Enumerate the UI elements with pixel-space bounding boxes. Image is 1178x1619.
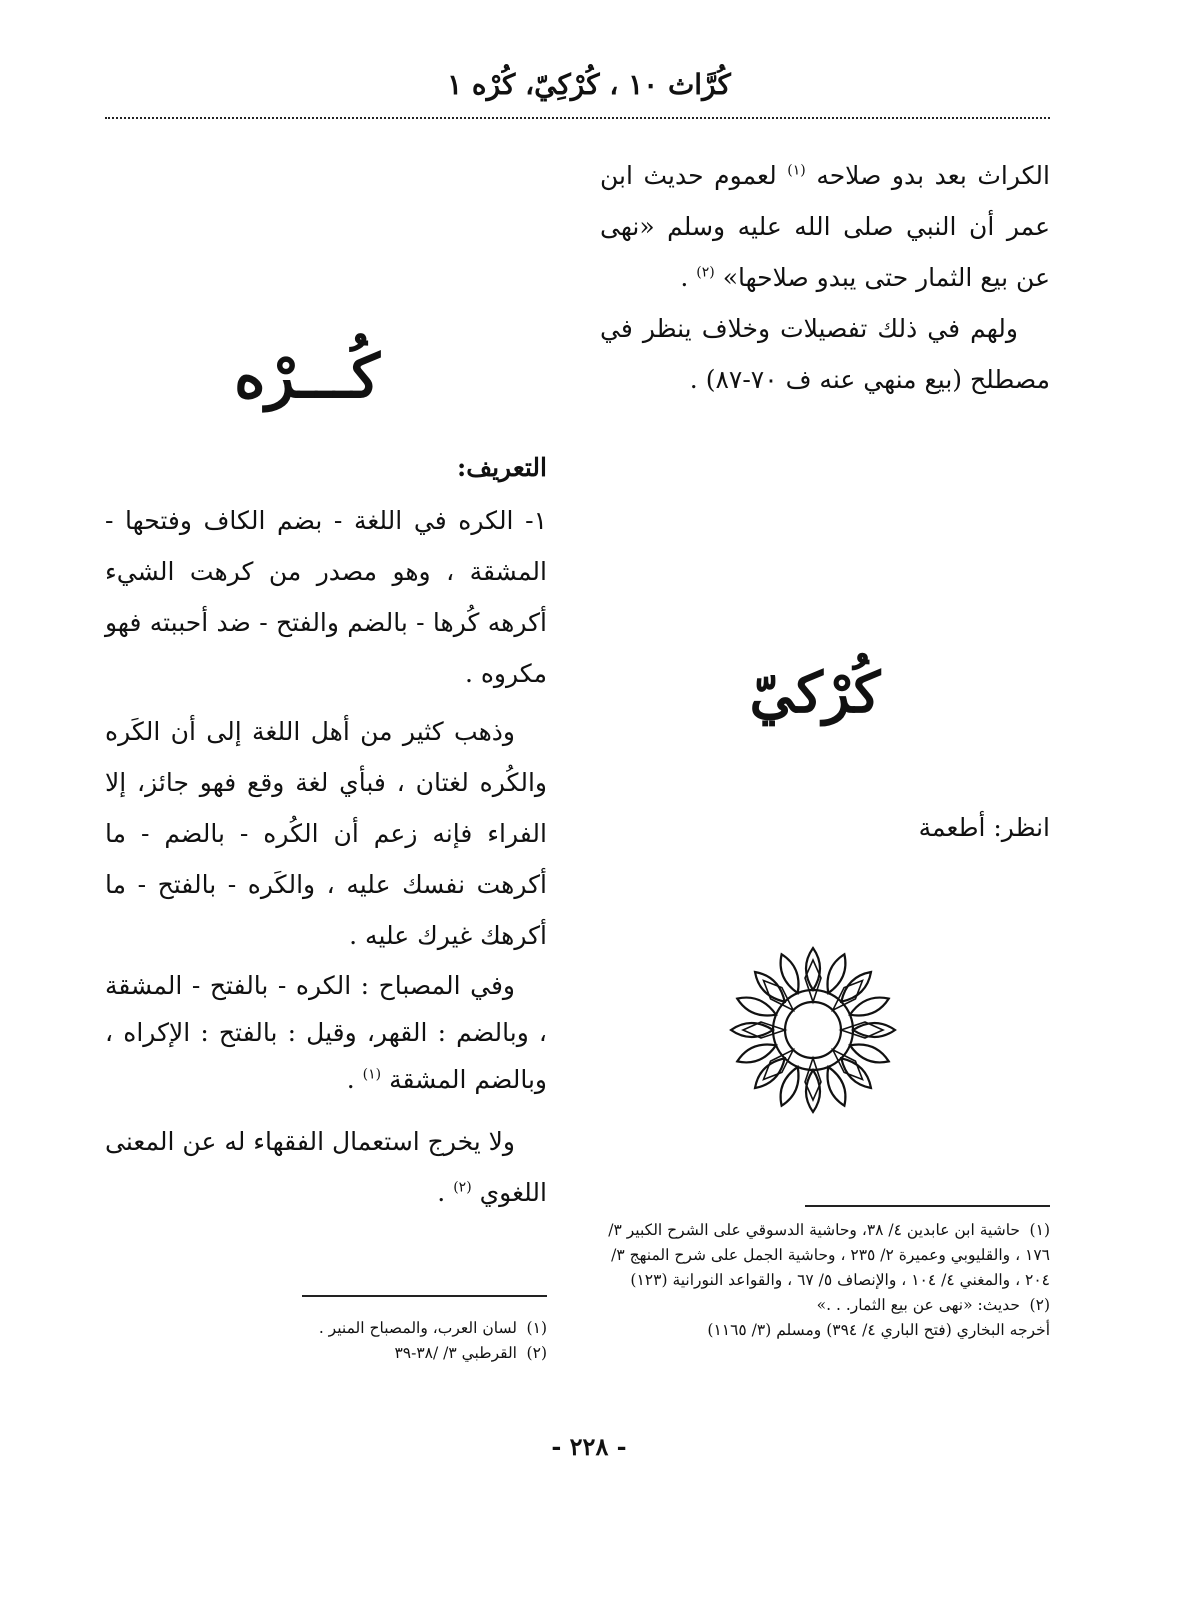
definition-paragraph-1: ١- الكره في اللغة - بضم الكاف وفتحها - المشقة ، وهو مصدر من كرهت الشيء أكرهه كُرها - بالضم والفتح - ضد أحببته فهو مكروه . bbox=[105, 506, 547, 688]
definition-paragraph-4: ولا يخرج استعمال الفقهاء له عن المعنى اللغوي $^{(٢)}$ . bbox=[105, 1127, 547, 1207]
footnote-2-cont: أخرجه البخاري (فتح الباري ٤/ ٣٩٤) ومسلم (٣/ ١١٦٥) bbox=[707, 1321, 1050, 1339]
right-column bbox=[600, 150, 1050, 1400]
footnote-2: (٢)القرطبي ٣/ /٣٨-٣٩ bbox=[394, 1344, 547, 1362]
rosette-ornament bbox=[728, 945, 898, 1115]
footnote-1: (١)حاشية ابن عابدين ٤/ ٣٨، وحاشية الدسوقي على الشرح الكبير ٣/ ١٧٦ ، والقليوبي وعميرة ٢/ ٢٣٥ ، وحاشية الجمل على شرح المنهج ٣/ ٢٠٤ ، والمغني ٤/ ١٠٤ ، والإنصاف ٥/ ٦٧ ، والقواعد النورانية (١٢٣) bbox=[608, 1221, 1050, 1289]
footnote-ref: (١) bbox=[787, 162, 806, 179]
footnote-rule-left bbox=[302, 1295, 547, 1297]
footnotes-left bbox=[105, 1316, 547, 1366]
entry-title-kurh: كُـــرْه bbox=[234, 342, 380, 412]
definition-heading: التعريف: bbox=[456, 453, 547, 482]
entry-title-kurki: كُرْكيّ bbox=[749, 660, 881, 726]
footnote-1: (١)لسان العرب، والمصباح المنير . bbox=[318, 1319, 547, 1337]
second-paragraph: ولهم في ذلك تفصيلات وخلاف ينظر في مصطلح (بيع منهي عنه ف ٧٠-٨٧) . bbox=[600, 314, 1050, 394]
footnote-ref: (٢) bbox=[453, 1179, 472, 1196]
definition-paragraph-2: وذهب كثير من أهل اللغة إلى أن الكَره والكُره لغتان ، فبأي لغة وقع فهو جائز، إلا الفراء فإنه زعم أن الكُره - بالضم - ما أكرهت نفسك عليه ، والكَره - بالفتح - ما أكرهك غيرك عليه . bbox=[105, 717, 547, 950]
footnotes-right bbox=[600, 1218, 1050, 1343]
intro-paragraph: الكراث بعد بدو صلاحه $^{(١)}$ لعموم حديث ابن عمر أن النبي صلى الله عليه وسلم «نهى عن بيع الثمار حتى يبدو صلاحها» $^{(٢)}$ . bbox=[600, 161, 1050, 292]
footnote-rule-right bbox=[805, 1205, 1050, 1207]
left-column bbox=[105, 150, 547, 1400]
header-dotted-rule bbox=[105, 117, 1050, 119]
page-number: - ٢٢٨ - bbox=[551, 1432, 627, 1461]
footnote-2: (٢)حديث: «نهى عن بيع الثمار. . .» bbox=[816, 1296, 1050, 1314]
running-header: كُرَّاث ١٠ ، كُرْكِيّ، كُرْه ١ bbox=[447, 68, 731, 101]
footnote-ref: (٢) bbox=[696, 264, 715, 281]
footnote-ref: (١) bbox=[362, 1066, 382, 1083]
see-also: انظر: أطعمة bbox=[918, 813, 1050, 842]
definition-paragraph-3: وفي المصباح : الكره - بالفتح - المشقة ، وبالضم : القهر، وقيل : بالفتح : الإكراه ، وبالضم المشقة $^{(١)}$ . bbox=[105, 971, 547, 1094]
